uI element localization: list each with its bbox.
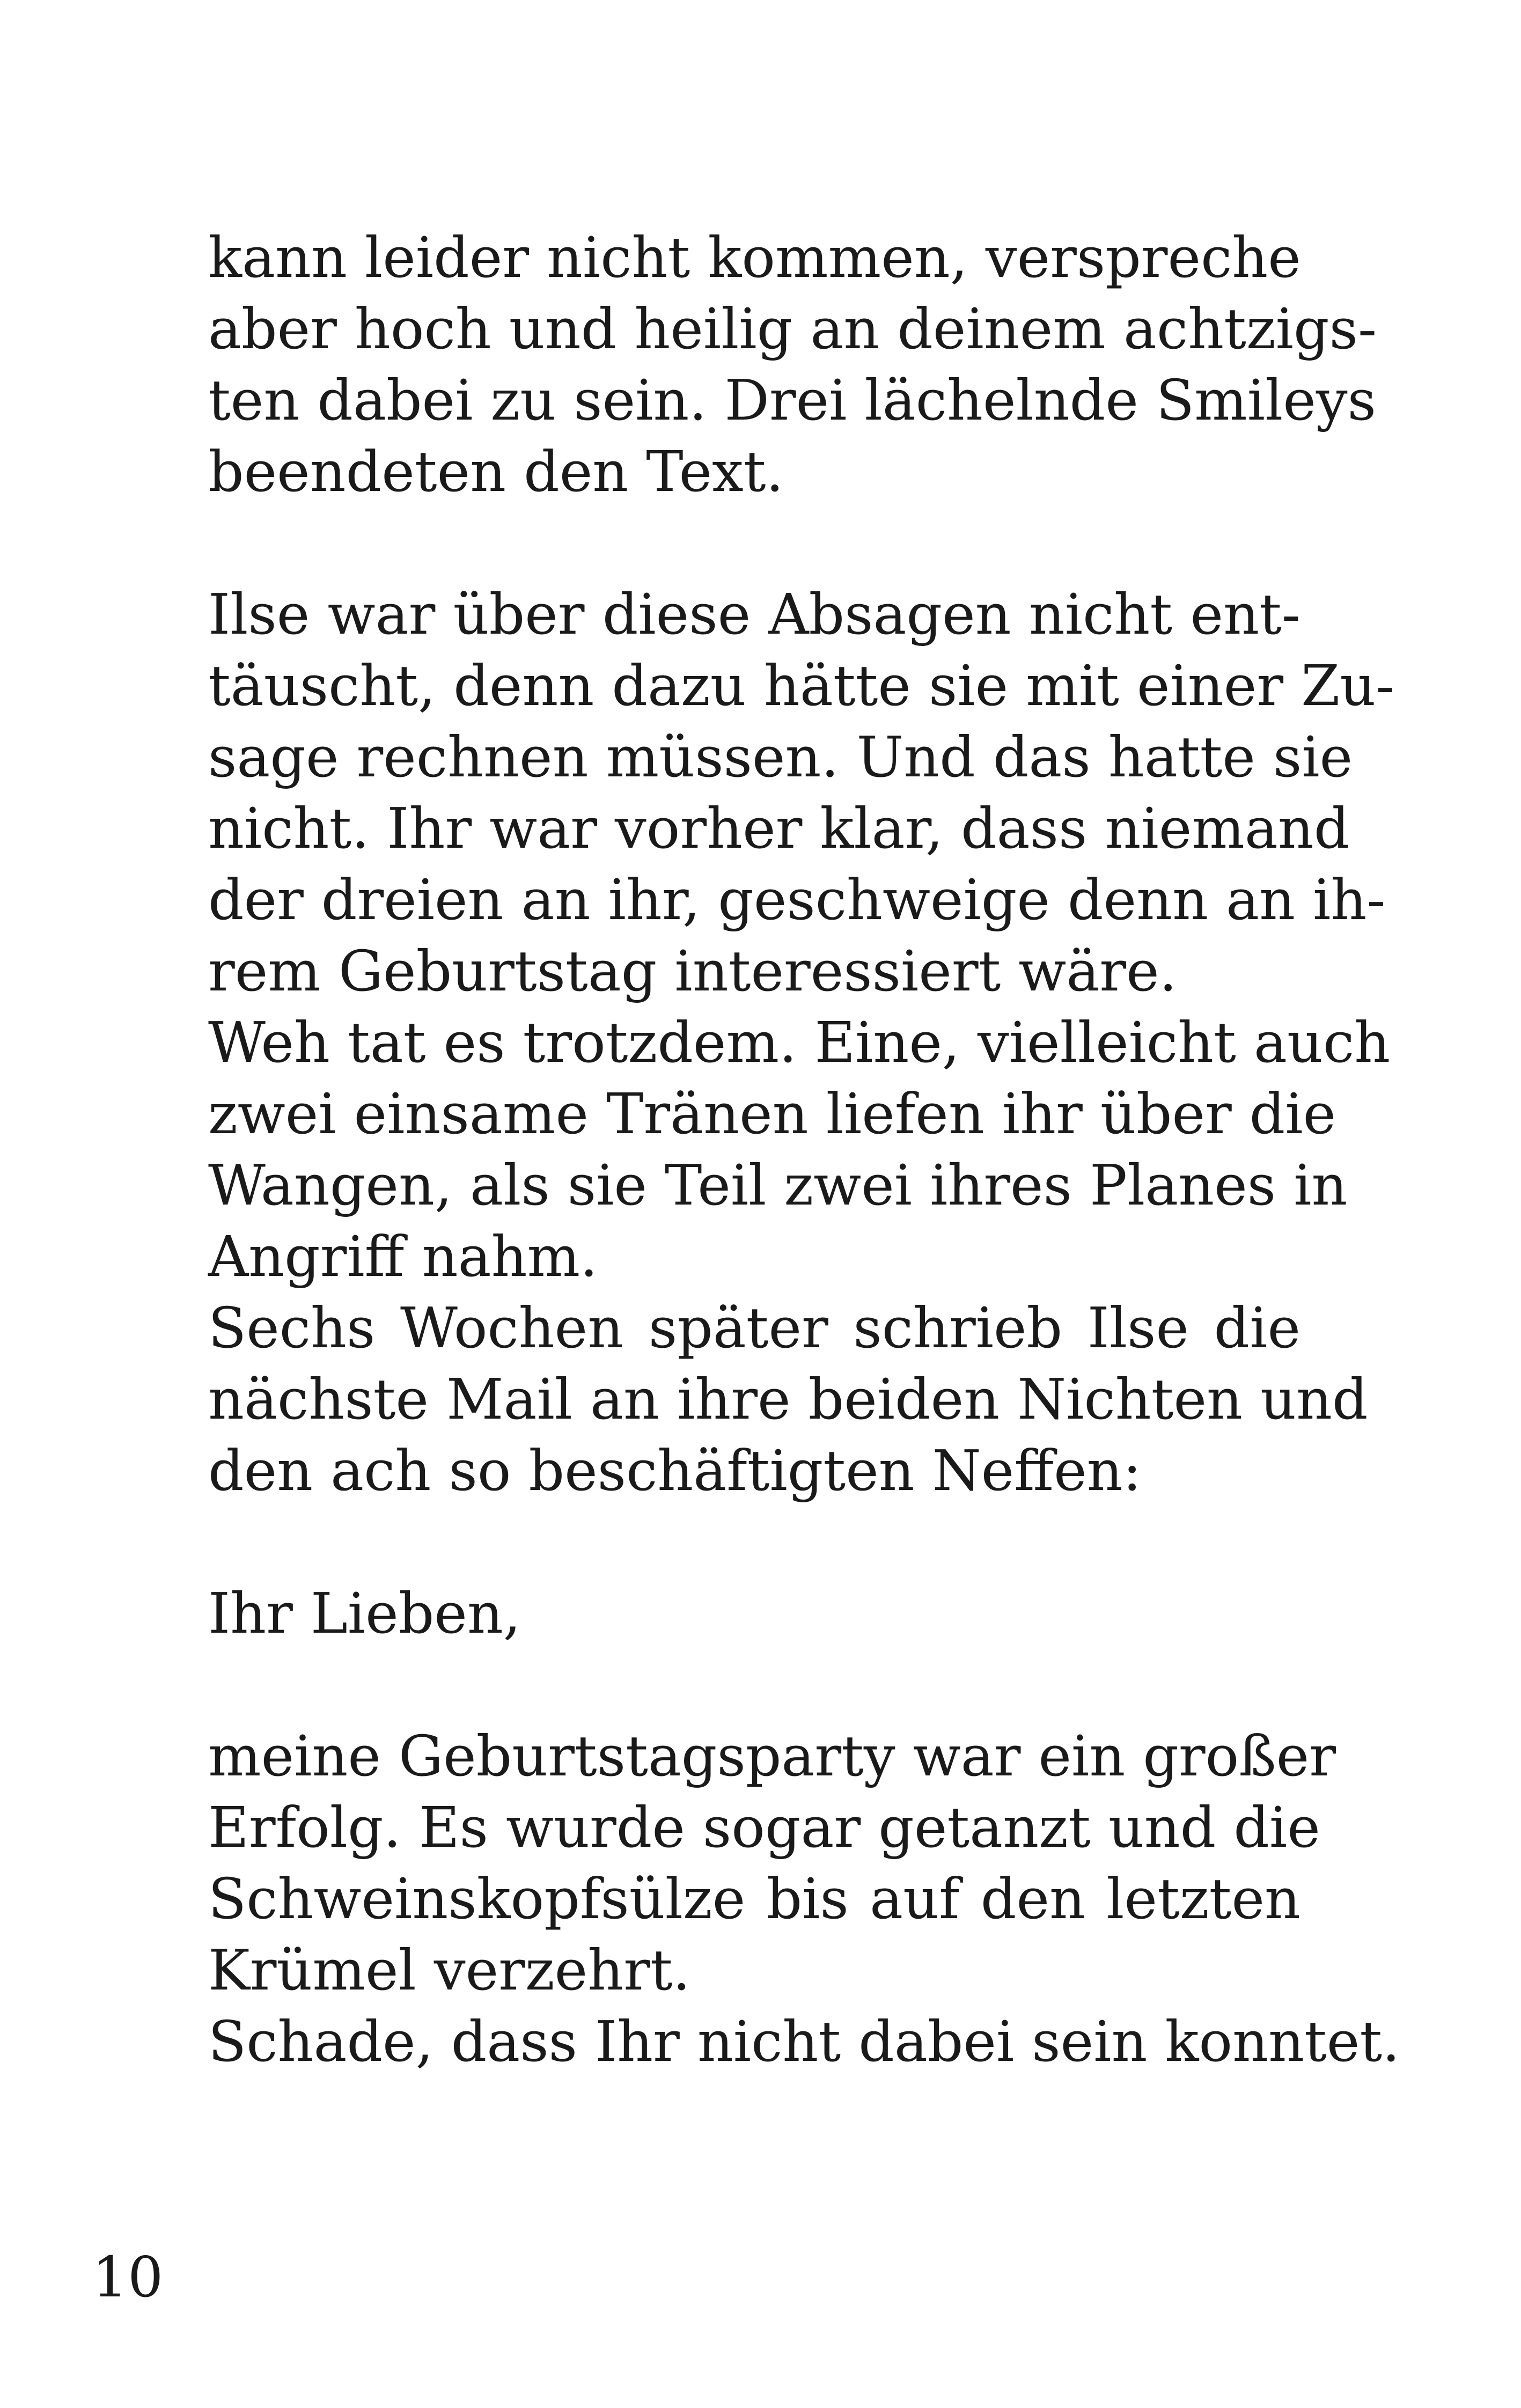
text-line: beendeten den Text. (208, 439, 784, 504)
paragraph-1 (208, 222, 1377, 508)
text-line: den ach so beschäftigten Neffen: (208, 1438, 1142, 1503)
paragraph-gap (208, 508, 1300, 579)
text-line: sage rechnen müssen. Und das hatte sie (208, 724, 1353, 790)
paragraph-gap (208, 1649, 1300, 1721)
text-line: rem Geburtstag interessiert wäre. (208, 938, 1177, 1004)
text-line: Krümel verzehrt. (208, 1937, 690, 2003)
page-number: 10 (92, 2244, 164, 2310)
text-column (208, 222, 1400, 2077)
letter-salutation (208, 1578, 1300, 1649)
paragraph-2 (208, 579, 1395, 1507)
text-line: Ihr Lieben, (208, 1581, 521, 1646)
text-line: nicht. Ihr war vorher klar, dass niemand (208, 796, 1350, 861)
text-line: Angriff nahm. (208, 1224, 598, 1289)
text-line: Schade, dass Ihr nicht dabei sein konntet. (208, 2009, 1400, 2074)
text-line: der dreien an ihr, geschweige denn an ih- (208, 867, 1386, 933)
text-line: täuscht, denn dazu hätte sie mit einer Zu- (208, 653, 1395, 718)
text-line: aber hoch und heilig an deinem achtzigs- (208, 296, 1377, 362)
text-line: Sechs Wochen später schrieb Ilse die (208, 1295, 1300, 1361)
paragraph-gap (208, 1507, 1300, 1578)
text-line: Wangen, als sie Teil zwei ihres Planes in (208, 1152, 1348, 1218)
text-line: Weh tat es trotzdem. Eine, vielleicht auch (208, 1010, 1391, 1075)
letter-body (208, 1721, 1400, 2077)
text-line: Schweinskopfsülze bis auf den letzten (208, 1866, 1300, 1932)
text-line: kann leider nicht kommen, verspreche (208, 225, 1301, 290)
text-line: nächste Mail an ihre beiden Nichten und (208, 1367, 1368, 1432)
text-line: ten dabei zu sein. Drei lächelnde Smileys (208, 368, 1376, 433)
text-line: zwei einsame Tränen liefen ihr über die (208, 1081, 1336, 1147)
text-line: Erfolg. Es wurde sogar getanzt und die (208, 1795, 1320, 1860)
text-line: Ilse war über diese Absagen nicht ent- (208, 582, 1300, 647)
text-line: meine Geburtstagsparty war ein großer (208, 1723, 1336, 1789)
